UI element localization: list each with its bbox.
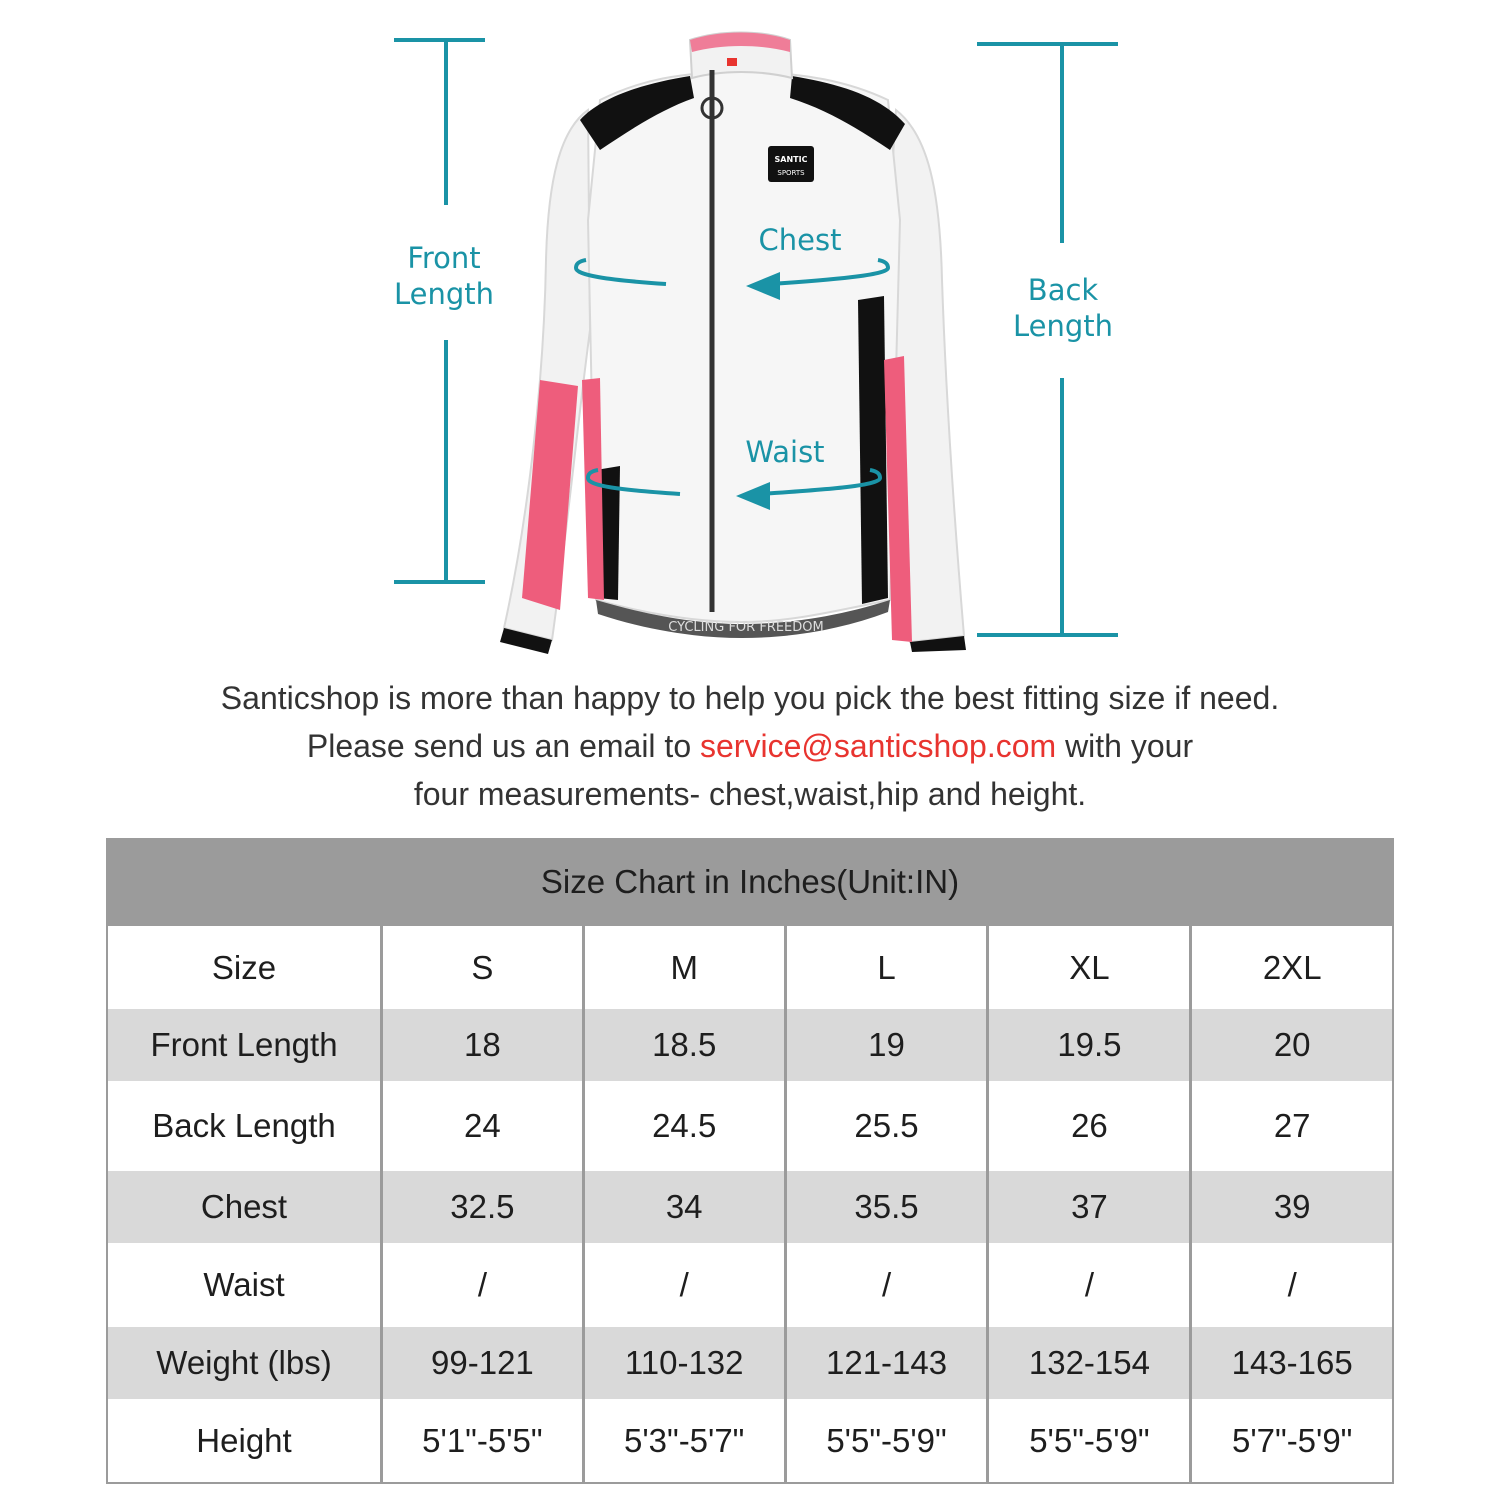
size-column-header: L — [785, 925, 988, 1009]
row-label: Chest — [107, 1171, 382, 1243]
help-text-line-1: Santicshop is more than happy to help you pick the best fitting size if need. — [220, 680, 1280, 716]
row-label: Waist — [107, 1243, 382, 1327]
size-column-header: XL — [988, 925, 1191, 1009]
table-cell: 34 — [583, 1171, 785, 1243]
back-length-label: Back Length — [1012, 273, 1114, 343]
table-row — [107, 1009, 1393, 1081]
table-cell: 37 — [988, 1171, 1191, 1243]
row-label: Weight (lbs) — [107, 1327, 382, 1399]
row-label: Front Length — [107, 1009, 382, 1081]
table-cell: 19 — [785, 1009, 988, 1081]
table-cell: / — [382, 1243, 584, 1327]
table-cell: / — [785, 1243, 988, 1327]
size-header-label: Size — [107, 925, 382, 1009]
table-cell: 20 — [1191, 1009, 1393, 1081]
size-chart-table — [106, 838, 1394, 1484]
size-chart-body — [107, 925, 1393, 1483]
table-cell: 132-154 — [988, 1327, 1191, 1399]
hem-text: CYCLING FOR FREEDOM — [668, 620, 824, 635]
table-cell: 143-165 — [1191, 1327, 1393, 1399]
size-column-header: M — [583, 925, 785, 1009]
front-length-label: Front Length — [393, 241, 495, 311]
table-cell: / — [583, 1243, 785, 1327]
table-cell: 18.5 — [583, 1009, 785, 1081]
row-label: Back Length — [107, 1081, 382, 1171]
brand-logo-text: SANTIC — [774, 155, 808, 164]
measurement-diagram — [0, 0, 1500, 670]
size-header-row — [107, 925, 1393, 1009]
table-cell: 121-143 — [785, 1327, 988, 1399]
size-chart-title: Size Chart in Inches(Unit:IN) — [107, 839, 1393, 925]
table-cell: / — [988, 1243, 1191, 1327]
table-cell: / — [1191, 1243, 1393, 1327]
table-row — [107, 1399, 1393, 1483]
support-email-link[interactable]: service@santicshop.com — [700, 728, 1057, 764]
waist-label: Waist — [745, 435, 825, 469]
svg-text:SPORTS: SPORTS — [777, 169, 805, 177]
table-cell: 26 — [988, 1081, 1191, 1171]
table-cell: 5'3"-5'7" — [583, 1399, 785, 1483]
table-row — [107, 1171, 1393, 1243]
table-cell: 35.5 — [785, 1171, 988, 1243]
table-cell: 19.5 — [988, 1009, 1191, 1081]
table-cell: 5'5"-5'9" — [785, 1399, 988, 1483]
table-cell: 18 — [382, 1009, 584, 1081]
collar-tag — [727, 58, 737, 66]
brand-logo-patch — [768, 146, 814, 182]
table-cell: 5'1"-5'5" — [382, 1399, 584, 1483]
help-text-line-3: four measurements- chest,waist,hip and height. — [413, 776, 1087, 812]
table-cell: 24 — [382, 1081, 584, 1171]
help-text-prefix: Please send us an email to — [306, 728, 700, 764]
table-row — [107, 1327, 1393, 1399]
table-cell: 25.5 — [785, 1081, 988, 1171]
table-cell: 27 — [1191, 1081, 1393, 1171]
table-cell: 39 — [1191, 1171, 1393, 1243]
table-cell: 5'5"-5'9" — [988, 1399, 1191, 1483]
table-cell: 110-132 — [583, 1327, 785, 1399]
help-text-suffix: with your — [1056, 728, 1194, 764]
chest-label: Chest — [758, 223, 842, 257]
size-column-header: 2XL — [1191, 925, 1393, 1009]
table-cell: 5'7"-5'9" — [1191, 1399, 1393, 1483]
table-row — [107, 1081, 1393, 1171]
table-row — [107, 1243, 1393, 1327]
table-cell: 99-121 — [382, 1327, 584, 1399]
jersey-illustration — [0, 0, 1500, 670]
table-cell: 24.5 — [583, 1081, 785, 1171]
table-cell: 32.5 — [382, 1171, 584, 1243]
row-label: Height — [107, 1399, 382, 1483]
size-column-header: S — [382, 925, 584, 1009]
help-text-line-2 — [0, 728, 1500, 765]
